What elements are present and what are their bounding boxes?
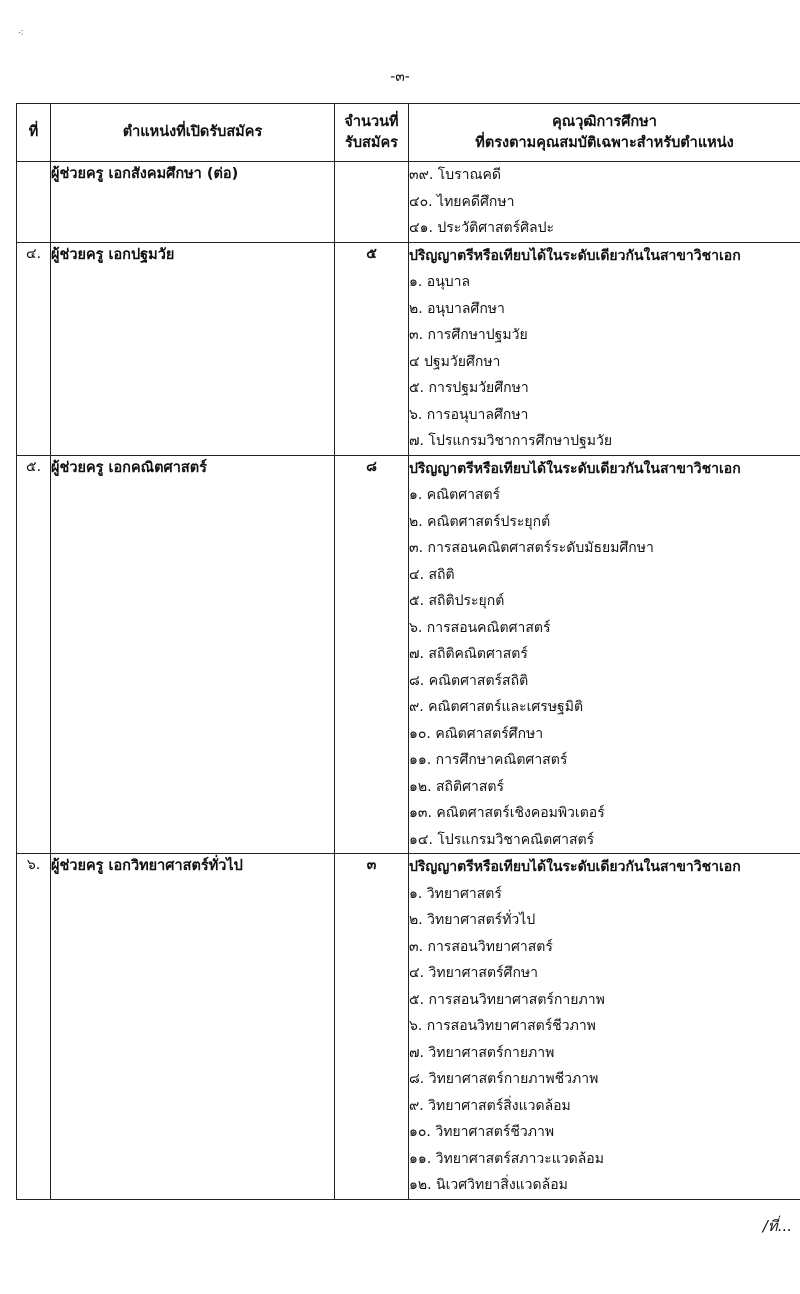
row-count: ๓ — [335, 854, 409, 1200]
row-qualifications — [409, 242, 800, 455]
row-count — [335, 162, 409, 243]
qualification-item: ๑. คณิตศาสตร์ — [409, 487, 501, 503]
row-position: ผู้ช่วยครู เอกสังคมศึกษา (ต่อ) — [51, 162, 335, 243]
qualification-item: ๓. การสอนคณิตศาสตร์ระดับมัธยมศึกษา — [409, 540, 654, 556]
table-row — [17, 455, 800, 854]
qualification-item: ๑๑. วิทยาศาสตร์สภาวะแวดล้อม — [409, 1150, 604, 1167]
page-number: -๓- — [390, 69, 410, 85]
header-qual-line-2: ที่ตรงตามคุณสมบัติเฉพาะสำหรับตำแหน่ง — [475, 134, 734, 151]
qualification-item: ๕. การสอนวิทยาศาสตร์กายภาพ — [409, 991, 605, 1008]
qualification-item: ๘. คณิตศาสตร์สถิติ — [409, 672, 529, 689]
row-qualifications — [409, 854, 800, 1200]
qualification-item: ๑๐. วิทยาศาสตร์ชีวภาพ — [409, 1124, 555, 1140]
scan-mark: ⁖ — [18, 28, 24, 39]
row-count: ๕ — [335, 242, 409, 455]
qualification-item: ๑๔. โปรแกรมวิชาคณิตศาสตร์ — [409, 831, 595, 848]
qualification-item: ๗. สถิติคณิตศาสตร์ — [409, 646, 528, 662]
row-count: ๘ — [335, 455, 409, 854]
table-row — [17, 854, 800, 1200]
qualification-item: ๓. การศึกษาปฐมวัย — [409, 327, 528, 343]
qualification-item: ๖. การอนุบาลศึกษา — [409, 406, 529, 423]
header-count-line-1: จำนวนที่ — [344, 113, 399, 130]
qualification-item: ๙. คณิตศาสตร์และเศรษฐมิติ — [409, 699, 584, 715]
row-position: ผู้ช่วยครู เอกวิทยาศาสตร์ทั่วไป — [51, 854, 335, 1200]
continued-marker: /ที่... — [762, 1217, 792, 1235]
qualification-item: ๓. การสอนวิทยาศาสตร์ — [409, 938, 553, 955]
qualification-item: ๖. การสอนวิทยาศาสตร์ชีวภาพ — [409, 1018, 596, 1034]
qualification-item: ๙. วิทยาศาสตร์สิ่งแวดล้อม — [409, 1097, 571, 1114]
qualification-item: ๔๐. ไทยคดีศึกษา — [409, 193, 515, 210]
qualification-item: ๔๑. ประวัติศาสตร์ศิลปะ — [409, 220, 555, 236]
row-number: ๔. — [17, 242, 51, 455]
qualification-item: ๒. วิทยาศาสตร์ทั่วไป — [409, 912, 536, 928]
table-row — [17, 162, 800, 243]
qualification-item: ๑๑. การศึกษาคณิตศาสตร์ — [409, 752, 568, 768]
qualification-item: ๑๒. นิเวศวิทยาสิ่งแวดล้อม — [409, 1177, 568, 1193]
table-header-row — [17, 104, 800, 162]
qualification-heading: ปริญญาตรีหรือเทียบได้ในระดับเดียวกันในสาขาวิชาเอก — [409, 859, 741, 875]
qualification-item: ๖. การสอนคณิตศาสตร์ — [409, 619, 551, 636]
header-no: ที่ — [17, 104, 51, 162]
header-count — [335, 104, 409, 162]
header-qualification — [409, 104, 800, 162]
qualification-item: ๑. วิทยาศาสตร์ — [409, 885, 502, 902]
header-count-line-2: รับสมัคร — [345, 134, 398, 151]
header-qual-line-1: คุณวุฒิการศึกษา — [552, 113, 657, 130]
row-number: ๖. — [17, 854, 51, 1200]
qualification-table — [16, 103, 800, 1200]
qualification-item: ๔. วิทยาศาสตร์ศึกษา — [409, 965, 539, 981]
row-position: ผู้ช่วยครู เอกคณิตศาสตร์ — [51, 455, 335, 854]
qualification-item: ๕. สถิติประยุกต์ — [409, 593, 505, 609]
qualification-item: ๒. อนุบาลศึกษา — [409, 300, 505, 317]
qualification-item: ๘. วิทยาศาสตร์กายภาพชีวภาพ — [409, 1071, 599, 1087]
table-row — [17, 242, 800, 455]
header-position: ตำแหน่งที่เปิดรับสมัคร — [51, 104, 335, 162]
qualification-item: ๕. การปฐมวัยศึกษา — [409, 380, 529, 396]
row-number: ๕. — [17, 455, 51, 854]
row-number — [17, 162, 51, 243]
qualification-item: ๑๐. คณิตศาสตร์ศึกษา — [409, 725, 544, 742]
qualification-item: ๑. อนุบาล — [409, 274, 471, 290]
row-qualifications — [409, 162, 800, 243]
qualification-heading: ปริญญาตรีหรือเทียบได้ในระดับเดียวกันในสาขาวิชาเอก — [409, 460, 741, 477]
qualification-item: ๗. วิทยาศาสตร์กายภาพ — [409, 1044, 555, 1061]
qualification-heading: ปริญญาตรีหรือเทียบได้ในระดับเดียวกันในสาขาวิชาเอก — [409, 247, 741, 264]
qualification-item: ๒. คณิตศาสตร์ประยุกต์ — [409, 513, 551, 530]
qualification-item: ๓๙. โบราณคดี — [409, 167, 501, 183]
qualification-item: ๔. สถิติ — [409, 566, 455, 583]
row-qualifications — [409, 455, 800, 854]
qualification-item: ๔ ปฐมวัยศึกษา — [409, 353, 501, 370]
row-position: ผู้ช่วยครู เอกปฐมวัย — [51, 242, 335, 455]
qualification-item: ๗. โปรแกรมวิชาการศึกษาปฐมวัย — [409, 433, 613, 449]
qualification-item: ๑๓. คณิตศาสตร์เชิงคอมพิวเตอร์ — [409, 805, 605, 821]
qualification-item: ๑๒. สถิติศาสตร์ — [409, 778, 505, 795]
